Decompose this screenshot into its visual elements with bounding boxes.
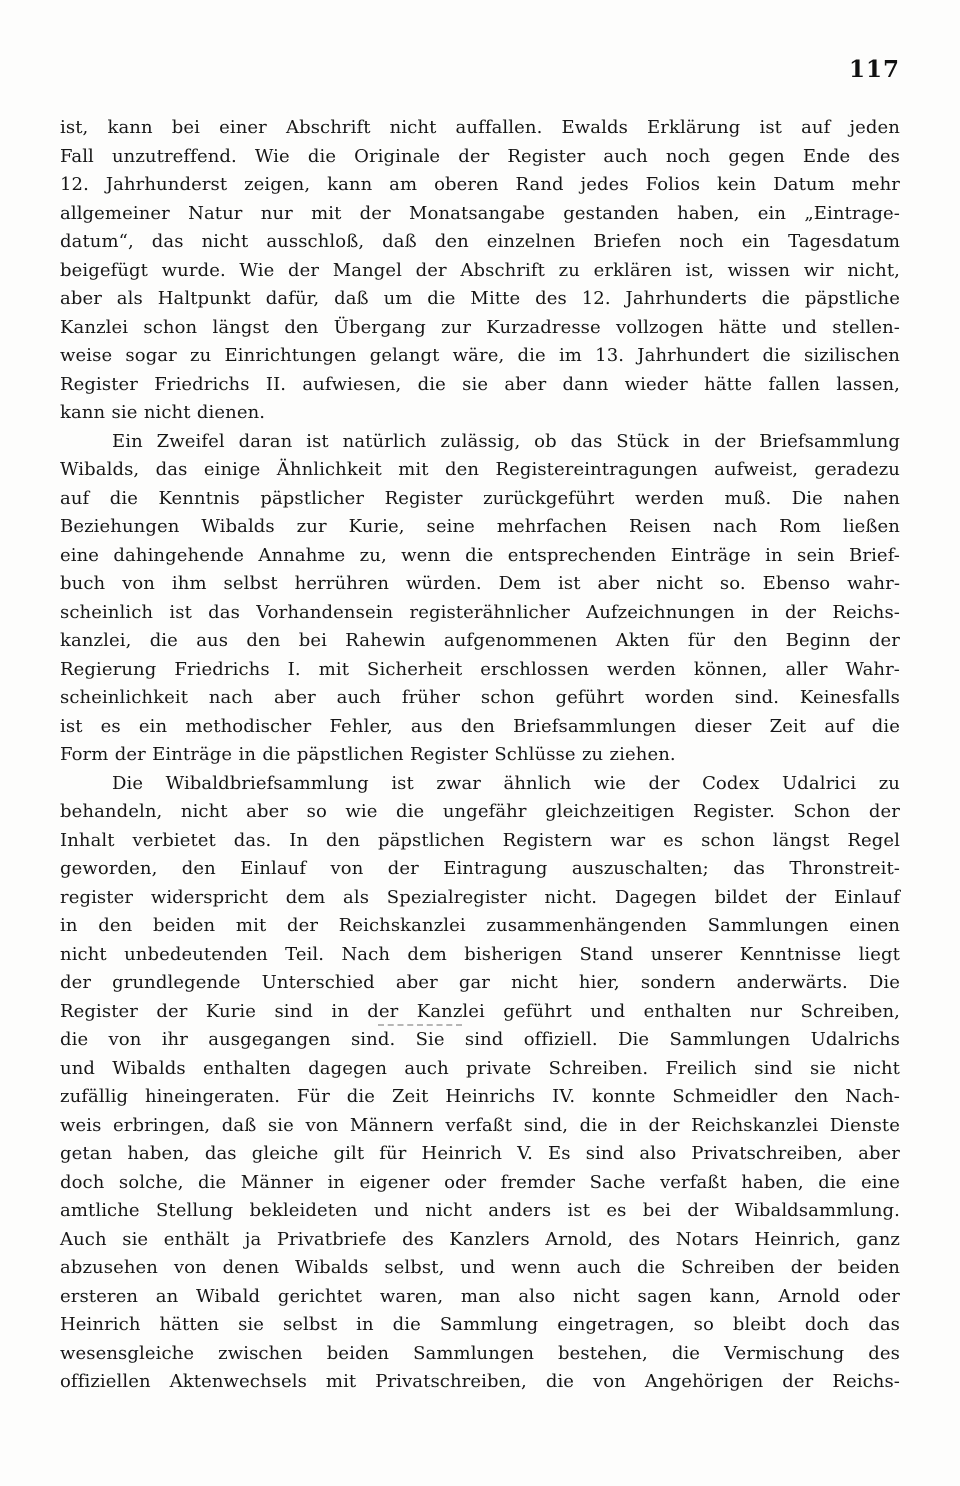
text-line: ist, kann bei einer Abschrift nicht auffallen. Ewalds Erklärung ist auf jeden	[60, 117, 900, 138]
text-line: Wibalds, das einige Ähnlichkeit mit den Registereintragungen aufweist, geradezu	[60, 459, 900, 480]
text-block	[60, 114, 900, 1397]
text-line: Auch sie enthält ja Privatbriefe des Kanzlers Arnold, des Notars Heinrich, ganz	[60, 1228, 900, 1250]
text-line: wesensgleiche zwischen beiden Sammlungen bestehen, die Vermischung des	[60, 1342, 900, 1364]
text-line: weise sogar zu Einrichtungen gelangt wäre, die im 13. Jahrhundert die sizilischen	[60, 345, 900, 366]
text-line: abzusehen von denen Wibalds selbst, und wenn auch die Schreiben der beiden	[60, 1257, 900, 1278]
text-line: zufällig hineingeraten. Für die Zeit Heinrichs IV. konnte Schmeidler den Nach-	[60, 1086, 900, 1107]
page-number: 117	[848, 56, 900, 83]
text-line: die von ihr ausgegangen sind. Sie sind offiziell. Die Sammlungen Udalrichs	[60, 1029, 900, 1050]
text-line: scheinlichkeit nach aber auch früher schon geführt worden sind. Keinesfalls	[60, 687, 900, 708]
text-line: auf die Kenntnis päpstlicher Register zurückgeführt werden muß. Die nahen	[60, 487, 900, 509]
text-line: 12. Jahrhunderst zeigen, kann am oberen Rand jedes Folios kein Datum mehr	[60, 174, 900, 195]
text-line: weis erbringen, daß sie von Männern verfaßt sind, die in der Reichskanzlei Dienste	[60, 1114, 900, 1136]
text-line: Fall unzutreffend. Wie die Originale der Register auch noch gegen Ende des	[60, 145, 900, 167]
text-line: Register Friedrichs II. aufwiesen, die sie aber dann wieder hätte fallen lassen,	[60, 373, 900, 395]
text-line: in den beiden mit der Reichskanzlei zusammenhängenden Sammlungen einen	[60, 915, 900, 936]
text-line: amtliche Stellung bekleideten und nicht anders ist es bei der Wibaldsammlung.	[60, 1200, 900, 1221]
text-line: Regierung Friedrichs I. mit Sicherheit erschlossen werden können, aller Wahr-	[60, 658, 900, 680]
text-line: kanzlei, die aus den bei Rahewin aufgenommenen Akten für den Beginn der	[60, 630, 900, 651]
text-line: nicht unbedeutenden Teil. Nach dem bisherigen Stand unserer Kenntnisse liegt	[60, 943, 900, 965]
text-line: kann sie nicht dienen.	[60, 402, 266, 423]
text-line: buch von ihm selbst herrühren würden. Dem ist aber nicht so. Ebenso wahr-	[60, 573, 900, 594]
text-line: datum“, das nicht ausschloß, daß den einzelnen Briefen noch ein Tagesdatum	[60, 231, 900, 252]
text-line: offiziellen Aktenwechsels mit Privatschreiben, die von Angehörigen der Reichs-	[60, 1371, 900, 1392]
text-line: geworden, den Einlauf von der Eintragung auszuschalten; das Thronstreit-	[60, 858, 900, 879]
text-line: aber als Haltpunkt dafür, daß um die Mitte des 12. Jahrhunderts die päpstliche	[60, 288, 900, 309]
text-line: beigefügt wurde. Wie der Mangel der Abschrift zu erklären ist, wissen wir nicht,	[60, 259, 900, 281]
text-line: Ein Zweifel daran ist natürlich zulässig, ob das Stück in der Briefsammlung	[112, 430, 900, 452]
text-line: eine dahingehende Annahme zu, wenn die entsprechenden Einträge in sein Brief-	[60, 544, 900, 566]
text-line: Register der Kurie sind in der Kanzlei geführt und enthalten nur Schreiben,	[60, 1000, 900, 1022]
text-line: getan haben, das gleiche gilt für Heinrich V. Es sind also Privatschreiben, aber	[60, 1143, 900, 1164]
text-line: Beziehungen Wibalds zur Kurie, seine mehrfachen Reisen nach Rom ließen	[60, 516, 900, 537]
text-line: doch solche, die Männer in eigener oder fremder Sache verfaßt haben, die eine	[60, 1171, 900, 1193]
text-line: allgemeiner Natur nur mit der Monatsangabe gestanden haben, ein „Eintrage-	[60, 202, 900, 224]
text-line: behandeln, nicht aber so wie die ungefähr gleichzeitigen Register. Schon der	[60, 801, 900, 822]
text-line: Inhalt verbietet das. In den päpstlichen Registern war es schon längst Regel	[60, 829, 900, 851]
text-line: Die Wibaldbriefsammlung ist zwar ähnlich wie der Codex Udalrici zu	[112, 772, 900, 794]
text-line: Kanzlei schon längst den Übergang zur Kurzadresse vollzogen hätte und stellen-	[60, 316, 900, 338]
text-line: register widerspricht dem als Spezialregister nicht. Dagegen bildet der Einlauf	[60, 886, 900, 908]
text-line: der grundlegende Unterschied aber gar nicht hier, sondern anderwärts. Die	[60, 972, 900, 993]
text-line: ersteren an Wibald gerichtet waren, man also nicht sagen kann, Arnold oder	[60, 1285, 900, 1307]
text-line: scheinlich ist das Vorhandensein registerähnlicher Aufzeichnungen in der Reichs-	[60, 601, 900, 623]
text-line: ist es ein methodischer Fehler, aus den Briefsammlungen dieser Zeit auf die	[60, 715, 900, 737]
text-line: Heinrich hätten sie selbst in die Sammlung eingetragen, so bleibt doch das	[60, 1314, 900, 1335]
scan-artifact-dashes-icon	[378, 1024, 462, 1026]
text-line: und Wibalds enthalten dagegen auch private Schreiben. Freilich sind sie nicht	[60, 1057, 900, 1079]
text-line: Form der Einträge in die päpstlichen Register Schlüsse zu ziehen.	[60, 744, 676, 765]
